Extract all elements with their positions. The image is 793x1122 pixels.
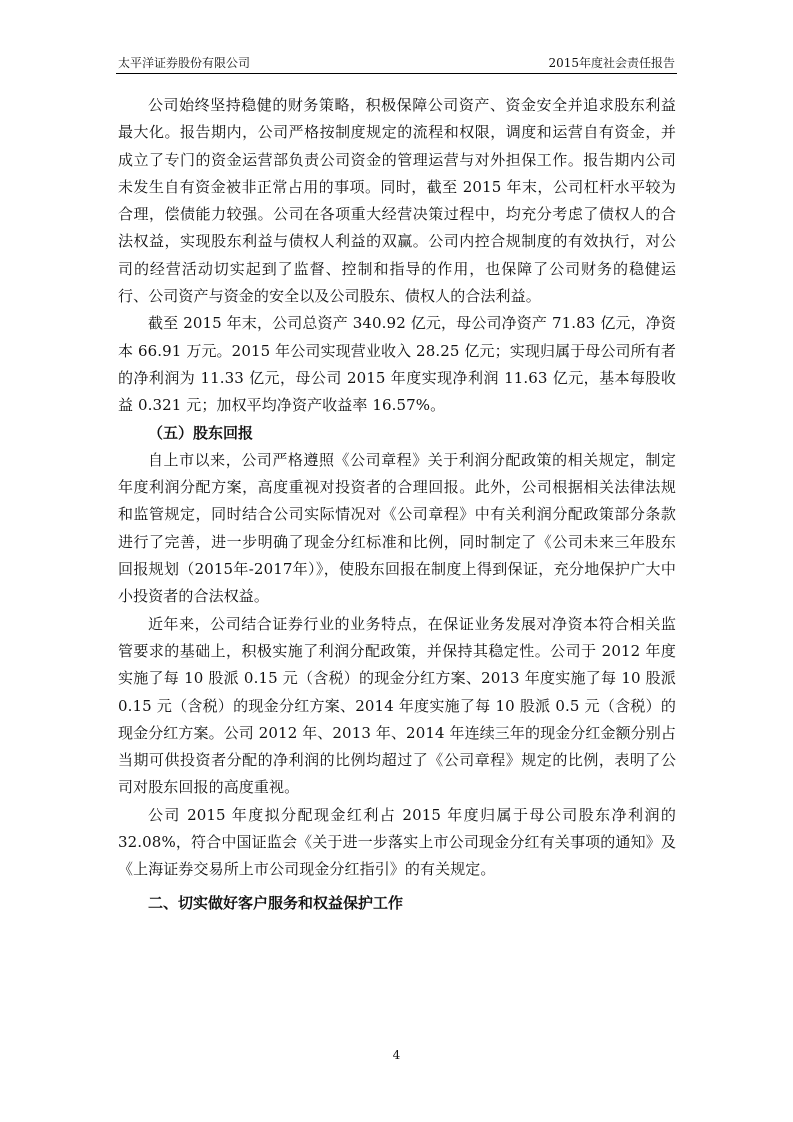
page-number: 4 [392,1048,401,1062]
page-header [116,53,677,74]
paragraph-dividend-policy: 自上市以来，公司严格遵照《公司章程》关于利润分配政策的相关规定，制定年度利润分配方案，高度重视对投资者的合理回报。此外，公司根据相关法律法规和监管规定，同时结合公司实际情况对《公司章程》中有关利润分配政策部分条款进行了完善，进一步明确了现金分红标准和比例，同时制定了《公司未来三年股东回报规划（2015年-2017年）》，使股东回报在制度上得到保证，充分地保护广大中小投资者的合法权益。 [118,450,676,606]
document-body [118,92,676,917]
paragraph-dividend-history: 近年来，公司结合证券行业的业务特点，在保证业务发展对净资本符合相关监管要求的基础上，积极实施了利润分配政策，并保持其稳定性。公司于 2012 年度实施了每 10 股派 0.15 元（含税）的现金分红方案、2013 年度实施了每 10 股派 0.15 元（含税）的现金分红方案、2014 年度实施了每 10 股派 0.5 元（含税）的现金分红方案。公司 2012 年、2013 年、2014 年连续三年的现金分红金额分别占当期可供投资者分配的净利润的比例均超过了《公司章程》规定的比例，表明了公司对股东回报的高度重视。 [118,614,676,797]
header-report-title: 2015年度社会责任报告 [548,56,675,70]
paragraph-2015-dividend: 公司 2015 年度拟分配现金红利占 2015 年度归属于母公司股东净利润的 32.08%，符合中国证监会《关于进一步落实上市公司现金分红有关事项的通知》及《上海证券交易所上市公司现金分红指引》的有关规定。 [118,805,676,879]
subheading-shareholder-returns: （五）股东回报 [148,423,254,442]
paragraph-financial-strategy: 公司始终坚持稳健的财务策略，积极保障公司资产、资金安全并追求股东利益最大化。报告期内，公司严格按制度规定的流程和权限，调度和运营自有资金，并成立了专门的资金运营部负责公司资金的管理运营与对外担保工作。报告期内公司未发生自有资金被非正常占用的事项。同时，截至 2015 年末，公司杠杆水平较为合理，偿债能力较强。公司在各项重大经营决策过程中，均充分考虑了债权人的合法权益，实现股东利益与债权人利益的双赢。公司内控合规制度的有效执行，对公司的经营活动切实起到了监督、控制和指导的作用，也保障了公司财务的稳健运行、公司资产与资金的安全以及公司股东、债权人的合法利益。 [118,96,676,306]
paragraph-financial-figures: 截至 2015 年末，公司总资产 340.92 亿元，母公司净资产 71.83 亿元，净资本 66.91 万元。2015 年公司实现营业收入 28.25 亿元；实现归属于母公司所有者的净利润为 11.33 亿元，母公司 2015 年度实现净利润 11.63 亿元，基本每股收益 0.321 元；加权平均净资产收益率 16.57%。 [118,314,676,415]
header-company-name: 太平洋证券股份有限公司 [118,56,251,70]
section-heading-client-service: 二、切实做好客户服务和权益保护工作 [148,893,404,912]
